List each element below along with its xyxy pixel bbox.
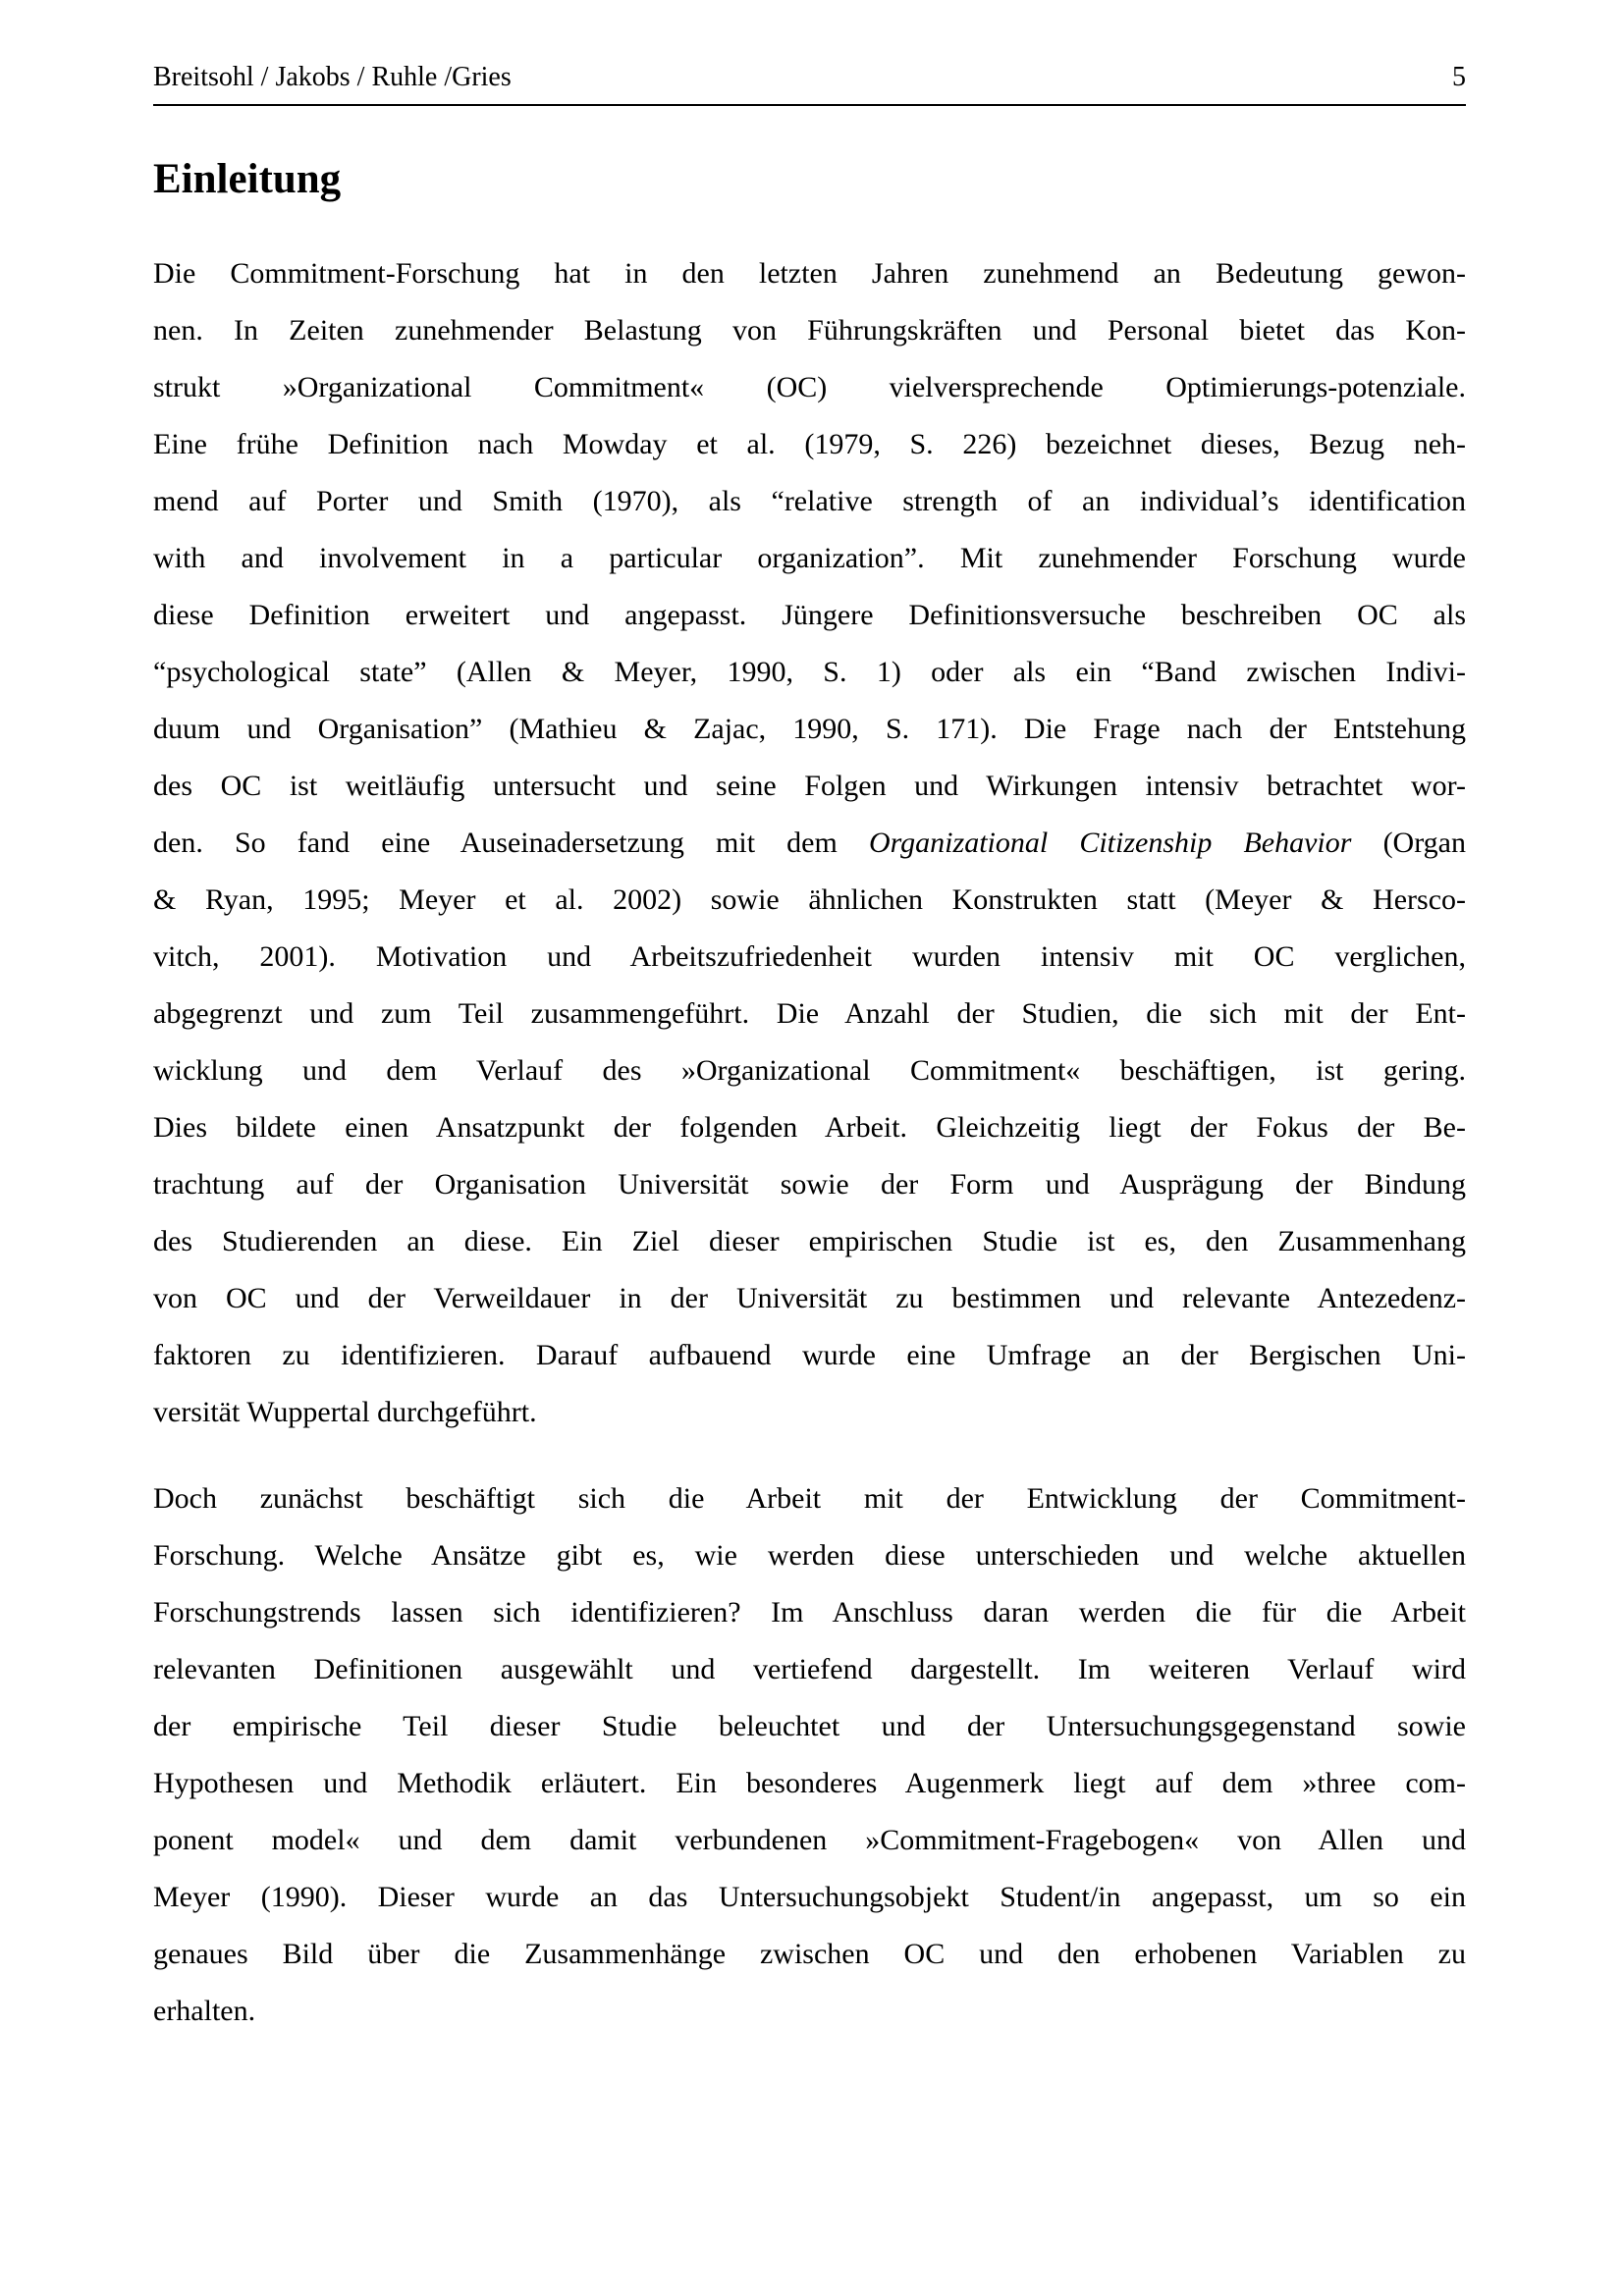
text-segment: versität Wuppertal durchgeführt. — [153, 1396, 537, 1428]
text-segment: Die Commitment-Forschung hat in den letzten Jahren zunehmend an Bedeutung gewon- — [153, 257, 1466, 290]
text-segment: relevanten Definitionen ausgewählt und vertiefend dargestellt. Im weiteren Verlauf wird — [153, 1653, 1466, 1685]
text-line — [153, 416, 1466, 473]
text-segment: faktoren zu identifizieren. Darauf aufbauend wurde eine Umfrage an der Bergischen Uni- — [153, 1339, 1466, 1371]
text-line — [153, 701, 1466, 758]
text-segment: vitch, 2001). Motivation und Arbeitszufriedenheit wurden intensiv mit OC verglichen, — [153, 940, 1466, 973]
text-line — [153, 1755, 1466, 1812]
text-segment: abgegrenzt und zum Teil zusammengeführt. Die Anzahl der Studien, die sich mit der Ent- — [153, 997, 1466, 1030]
text-line — [153, 929, 1466, 986]
text-line — [153, 1983, 1466, 2040]
italic-text-segment: Organizational Citizenship Behavior — [868, 827, 1352, 859]
text-segment: Dies bildete einen Ansatzpunkt der folgenden Arbeit. Gleichzeitig liegt der Fokus der Be- — [153, 1111, 1466, 1144]
paragraph — [153, 245, 1466, 1441]
text-line — [153, 1384, 1466, 1441]
text-line — [153, 1527, 1466, 1584]
text-segment: des OC ist weitläufig untersucht und seine Folgen und Wirkungen intensiv betrachtet wor- — [153, 770, 1466, 802]
text-segment: diese Definition erweitert und angepasst. Jüngere Definitionsversuche beschreiben OC als — [153, 599, 1466, 631]
text-segment: with and involvement in a particular organization”. Mit zunehmender Forschung wurde — [153, 542, 1466, 574]
text-segment: den. So fand eine Auseinadersetzung mit dem — [153, 827, 869, 859]
text-line — [153, 1641, 1466, 1698]
text-segment: von OC und der Verweildauer in der Universität zu bestimmen und relevante Antezedenz- — [153, 1282, 1466, 1314]
text-line — [153, 1869, 1466, 1926]
text-segment: Forschung. Welche Ansätze gibt es, wie werden diese unterschieden und welche aktuellen — [153, 1539, 1466, 1572]
text-line — [153, 473, 1466, 530]
text-line — [153, 1926, 1466, 1983]
text-segment: trachtung auf der Organisation Universität sowie der Form und Ausprägung der Bindung — [153, 1168, 1466, 1201]
text-segment: Forschungstrends lassen sich identifizieren? Im Anschluss daran werden die für die Arbeit — [153, 1596, 1466, 1629]
page-number: 5 — [1452, 62, 1466, 92]
text-line — [153, 1156, 1466, 1213]
header-rule — [153, 104, 1466, 106]
text-segment: Hypothesen und Methodik erläutert. Ein besonderes Augenmerk liegt auf dem »three com- — [153, 1767, 1466, 1799]
text-line — [153, 1470, 1466, 1527]
text-line — [153, 872, 1466, 929]
text-segment: wicklung und dem Verlauf des »Organizational Commitment« beschäftigen, ist gering. — [153, 1054, 1466, 1087]
text-line — [153, 986, 1466, 1042]
text-line — [153, 644, 1466, 701]
text-segment: duum und Organisation” (Mathieu & Zajac, 1990, S. 171). Die Frage nach der Entstehung — [153, 713, 1466, 745]
text-segment: (Organ — [1351, 827, 1466, 859]
text-segment: nen. In Zeiten zunehmender Belastung von Führungskräften und Personal bietet das Kon- — [153, 314, 1466, 347]
text-segment: mend auf Porter und Smith (1970), als “relative strength of an individual’s identification — [153, 485, 1466, 517]
running-header — [153, 61, 1466, 94]
text-line — [153, 302, 1466, 359]
running-header-authors: Breitsohl / Jakobs / Ruhle /Gries — [153, 62, 512, 92]
text-line — [153, 245, 1466, 302]
text-segment: erhalten. — [153, 1995, 256, 2027]
text-segment: Eine frühe Definition nach Mowday et al. (1979, S. 226) bezeichnet dieses, Bezug neh- — [153, 428, 1466, 460]
text-line — [153, 359, 1466, 416]
text-segment: Meyer (1990). Dieser wurde an das Untersuchungsobjekt Student/in angepasst, um so ein — [153, 1881, 1466, 1913]
text-segment: ponent model« und dem damit verbundenen »Commitment-Fragebogen« von Allen und — [153, 1824, 1466, 1856]
text-segment: genaues Bild über die Zusammenhänge zwischen OC und den erhobenen Variablen zu — [153, 1938, 1466, 1970]
text-segment: des Studierenden an diese. Ein Ziel dieser empirischen Studie ist es, den Zusammenhang — [153, 1225, 1466, 1257]
text-line — [153, 1327, 1466, 1384]
text-line — [153, 1099, 1466, 1156]
text-segment: Doch zunächst beschäftigt sich die Arbeit mit der Entwicklung der Commitment- — [153, 1482, 1466, 1515]
text-segment: der empirische Teil dieser Studie beleuchtet und der Untersuchungsgegenstand sowie — [153, 1710, 1466, 1742]
text-line — [153, 1270, 1466, 1327]
text-line — [153, 758, 1466, 815]
text-line — [153, 1042, 1466, 1099]
text-line — [153, 1698, 1466, 1755]
text-segment: strukt »Organizational Commitment« (OC) vielversprechende Optimierungs-potenziale. — [153, 371, 1466, 403]
text-line — [153, 815, 1466, 872]
text-segment: & Ryan, 1995; Meyer et al. 2002) sowie ähnlichen Konstrukten statt (Meyer & Hersco- — [153, 883, 1466, 916]
text-line — [153, 1213, 1466, 1270]
paragraph — [153, 1470, 1466, 2040]
text-line — [153, 1812, 1466, 1869]
section-title: Einleitung — [153, 156, 342, 202]
text-line — [153, 587, 1466, 644]
text-line — [153, 1584, 1466, 1641]
text-line — [153, 530, 1466, 587]
text-segment: “psychological state” (Allen & Meyer, 1990, S. 1) oder als ein “Band zwischen Indivi- — [153, 656, 1466, 688]
